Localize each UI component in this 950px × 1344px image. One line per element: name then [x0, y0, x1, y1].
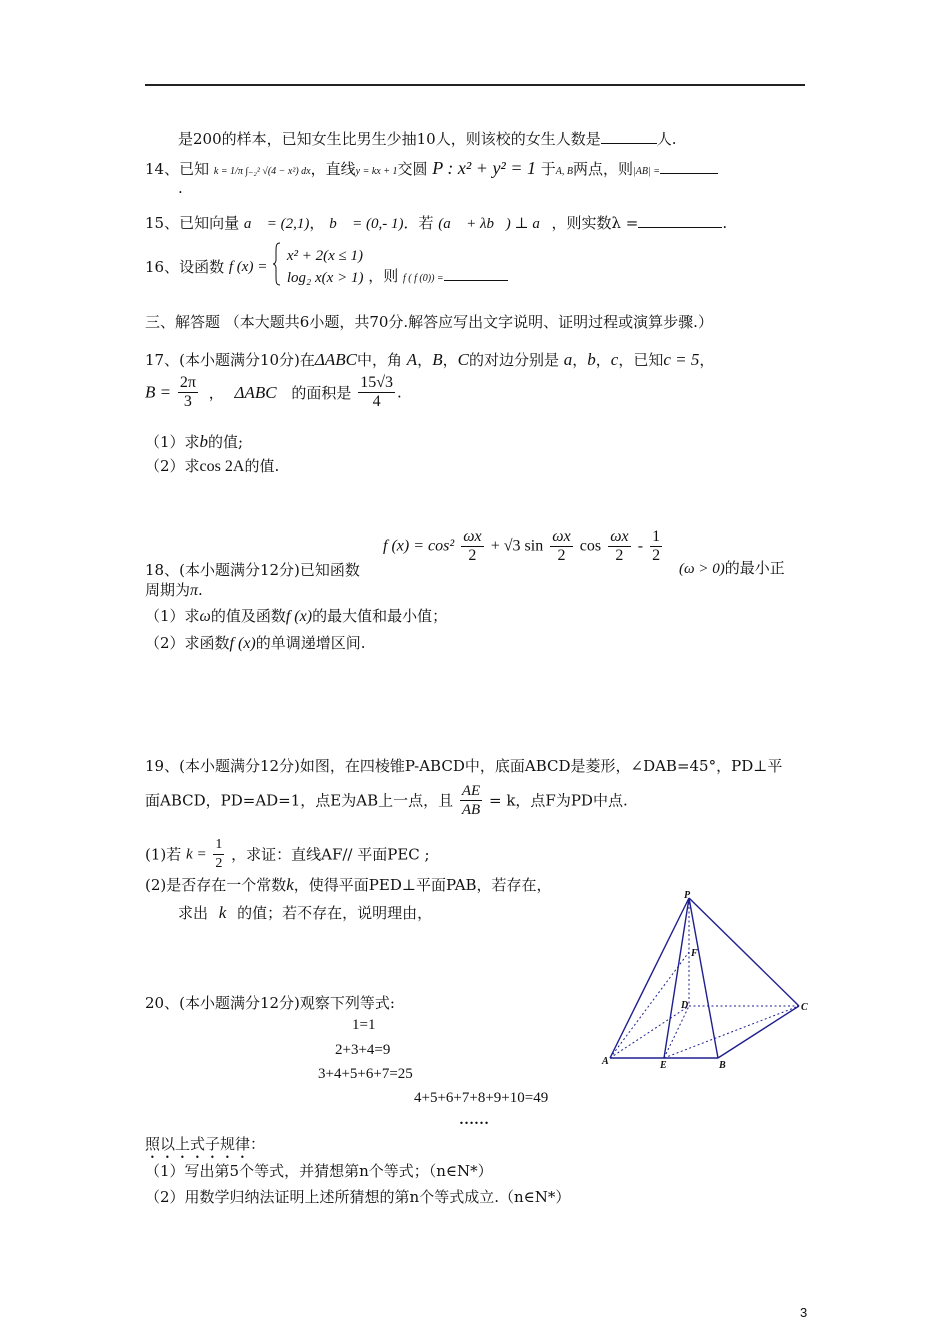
label-B: B [719, 1060, 726, 1071]
q17-line1: 17、(本小题满分10分)在ΔABC中，角 A，B，C的对边分别是 a，b，c，已知c = 5， [145, 350, 715, 369]
q13-tail [178, 129, 677, 149]
q17-area-fraction [358, 374, 395, 411]
q19-ab: AB [461, 802, 481, 818]
q19-sub2-c: 求出 [178, 904, 209, 922]
q14 [145, 158, 718, 182]
q18-sub1 [145, 606, 447, 627]
q17-area-den: 4 [372, 393, 381, 410]
label-P: P [684, 890, 691, 901]
q15-tail: ，则实数λ = [551, 214, 639, 232]
q19-sub2-d: 的值；若不存在，说明理由， [237, 904, 433, 922]
q19-sub2-a: (2)是否存在一个常数 [145, 876, 287, 894]
q18-frac3 [608, 528, 630, 565]
q17-c-value: c = 5 [663, 350, 700, 369]
q16-prefix: 16、设函数 [145, 258, 225, 276]
q17-intro: 17、(本小题满分10分)在 [145, 351, 315, 369]
q15-prefix: 15、已知向量 [145, 214, 240, 232]
q18-sub2-b: 的单调递增区间. [255, 634, 366, 652]
q20-sub2: （2）用数学归纳法证明上述所猜想的第n个等式成立.（n∈N*） [145, 1188, 571, 1206]
q20-eq1: 1=1 [352, 1017, 376, 1033]
label-A: A [602, 1056, 609, 1067]
q19-line1: 19、(本小题满分12分)如图，在四棱锥P-ABCD中，底面ABCD是菱形，∠DAB=45°，PD⊥平 [145, 757, 783, 775]
q19-sub1 [145, 836, 430, 873]
q15-vector-a: a⃗ = (2,1) [243, 216, 310, 232]
q13-blank [601, 129, 657, 144]
q16-case2: log₂ x(x > 1) [286, 270, 364, 286]
q14-ab: |AB| = [633, 166, 660, 177]
q19-line2-b: = k，点F为PD中点. [489, 791, 628, 810]
q14-blank [660, 159, 718, 174]
q14-prefix: 14、已知 [145, 160, 210, 178]
q17-area-text: 的面积是 [291, 383, 352, 402]
q18-f: f (x) = cos² [383, 537, 455, 555]
q18-tail: 的最小正 [724, 559, 785, 577]
q18-line1-tail [679, 558, 785, 579]
q20-title: 20、(本小题满分12分)观察下列等式: [145, 994, 395, 1012]
q18-frac1-num: ωx [463, 528, 482, 545]
q17-B-den: 3 [183, 393, 192, 410]
q17-sub2 [145, 456, 279, 477]
q18-prefix: 18、(本小题满分12分)已知函数 [145, 561, 360, 579]
q19-sub2-line2 [178, 903, 432, 923]
q15-vector-b: b⃗ = (0,- 1) [329, 216, 404, 232]
q15-end: . [722, 214, 728, 232]
q19-half-num: 1 [213, 836, 224, 855]
q13-text: 是200的样本，已知女生比男生少抽10人，则该校的女生人数是 [178, 130, 601, 148]
q17-sub2-expr: cos 2A [199, 458, 245, 475]
q18-sub1-b: 的值及函数 [210, 607, 286, 625]
q17-sub1 [145, 432, 243, 452]
q18-formula [383, 528, 664, 565]
q16-cases [287, 245, 364, 289]
label-C: C [801, 1002, 808, 1013]
q14-points: A, B [555, 166, 573, 177]
q18-plus-sin: + √3 sin [490, 537, 544, 555]
q19-sub2-k2: k [218, 903, 227, 922]
q17-b: b [587, 350, 596, 369]
q17-triangle: ΔABC [314, 350, 357, 369]
q20-eq3: 3+4+5+6+7=25 [318, 1066, 413, 1082]
q17-C: C [457, 350, 469, 369]
q17-sub2-tail: 的值. [244, 457, 280, 475]
q16-case1: x² + 2(x ≤ 1) [286, 248, 364, 264]
q15: 15、已知向量 a⃗ = (2,1)， b⃗ = (0,- 1)．若 (a⃗ + λb⃗) ⊥ a⃗，则实数λ = . [145, 214, 728, 232]
brace-icon [272, 242, 282, 286]
q18-frac2-den: 2 [557, 547, 566, 564]
q20-rule-label: 照以上式子规律： [145, 1135, 266, 1153]
q19-ae-ab [460, 782, 482, 819]
q19-sub1-k: k = [186, 846, 207, 863]
page-number: 3 [800, 1305, 808, 1320]
q18-frac2 [550, 528, 572, 565]
q18-pi: π [190, 582, 199, 599]
q17-B: B [432, 350, 443, 369]
q18-period-text: 周期为 [145, 581, 191, 599]
label-F: F [691, 948, 698, 959]
q17-a: a [563, 350, 573, 369]
q17-sides-text: 的对边分别是 [468, 351, 559, 369]
q17-sub1-label: （1）求 [145, 433, 200, 451]
q19-sub2 [145, 875, 552, 895]
q18-minus: - [637, 537, 644, 555]
q18-sub2-f: f (x) [229, 635, 256, 652]
q18-frac3-num: ωx [610, 528, 629, 545]
q18-frac1 [461, 528, 483, 565]
q19-ae: AE [461, 783, 481, 799]
q16-mid: ，则 [368, 266, 399, 285]
q18-sub2 [145, 633, 366, 654]
q17-B-fraction [178, 374, 198, 411]
q17-line2: B = $\frac{2\pi}{3}$ ， ΔABC 的面积是 $\frac{15√3}{4}$ . [145, 374, 402, 410]
q18-half [650, 528, 662, 565]
q18-half-num: 1 [652, 528, 661, 545]
q20-eq4: 4+5+6+7+8+9+10=49 [414, 1090, 549, 1106]
q15-mid: ．若 [403, 214, 434, 232]
q18-sub1-f: f (x) [285, 608, 313, 625]
q20-eq2: 2+3+4=9 [335, 1042, 391, 1058]
q18-sub1-a: （1）求 [145, 607, 200, 625]
q19-sub1-b: ，求证：直线AF// 平面PEC ; [231, 845, 430, 864]
q18-sub1-omega: ω [199, 608, 211, 625]
q17-sub1-tail: 的值; [208, 433, 244, 451]
q20-sub1: （1）写出第5个等式，并猜想第n个等式；（n∈N*） [145, 1162, 493, 1180]
q17-given: ，已知 [618, 351, 664, 369]
q18-frac3-den: 2 [615, 547, 624, 564]
q18-sub2-a: （2）求函数 [145, 634, 230, 652]
q17-B-eq: B = [145, 382, 172, 402]
q16-tail [368, 265, 507, 290]
q19-half-den: 2 [215, 856, 223, 871]
q17-angle-text: 中，角 [356, 351, 402, 369]
q19-sub2-k: k [286, 875, 294, 894]
q17-triangle-2: ΔABC [234, 382, 277, 402]
q13-suffix: 人. [656, 130, 677, 148]
q18-frac1-den: 2 [468, 547, 477, 564]
q19-line2 [145, 782, 628, 819]
q17-B-num: 2π [179, 374, 196, 391]
q18-period-end: . [198, 581, 203, 599]
q18-line1 [145, 560, 360, 580]
q18-condition: (ω > 0) [679, 561, 725, 577]
q14-k-definition: k = 1/π ∫₋₂² √(4 − x²) dx [213, 166, 311, 177]
q14-dot: . [178, 179, 183, 197]
q19-sub2-b: ，使得平面PED⊥平面PAB，若存在， [293, 876, 552, 894]
pyramid-figure [598, 888, 813, 1073]
q14-circle: P : x² + y² = 1 [432, 158, 536, 178]
label-D: D [681, 1000, 689, 1011]
q18-line2 [145, 580, 203, 601]
q17-sub2-label: （2）求 [145, 457, 200, 475]
q16 [145, 242, 508, 292]
q17-A: A [406, 350, 418, 369]
q16-brace [272, 242, 282, 292]
q18-half-den: 2 [652, 547, 661, 564]
q17-sub1-var: b [199, 432, 209, 451]
header-rule [145, 84, 805, 86]
q14-mid3: 于 [540, 160, 556, 178]
q18-frac2-num: ωx [552, 528, 571, 545]
q14-mid4: 两点，则 [573, 160, 634, 178]
q14-mid1: ，直线 [310, 160, 356, 178]
q17-area-num: 15√3 [360, 374, 393, 391]
q16-ask: f ( f (0)) = [403, 272, 444, 284]
q14-mid2: 交圆 [397, 160, 428, 178]
q19-line2-a: 面ABCD，PD=AD=1，点E为AB上一点，且 [145, 791, 454, 810]
q19-half [213, 836, 224, 873]
label-E: E [660, 1060, 667, 1071]
q20-ellipsis: …… [459, 1112, 489, 1128]
q15-condition: (a⃗ + λb⃗) ⊥ a⃗ [438, 216, 552, 232]
q20-rule [145, 1134, 265, 1162]
q18-sub1-c: 的最大值和最小值； [312, 607, 448, 625]
q19-sub1-a: (1)若 [145, 845, 182, 864]
q16-blank [444, 266, 508, 281]
q14-line: y = kx + 1 [355, 166, 398, 177]
section-3-heading: 三、解答题 （本大题共6小题，共70分.解答应写出文字说明、证明过程或演算步骤.） [145, 313, 713, 331]
q15-blank [638, 213, 722, 228]
q18-cos: cos [579, 537, 602, 555]
q17-c: c [610, 350, 619, 369]
q16-f: f (x) = [228, 259, 268, 275]
